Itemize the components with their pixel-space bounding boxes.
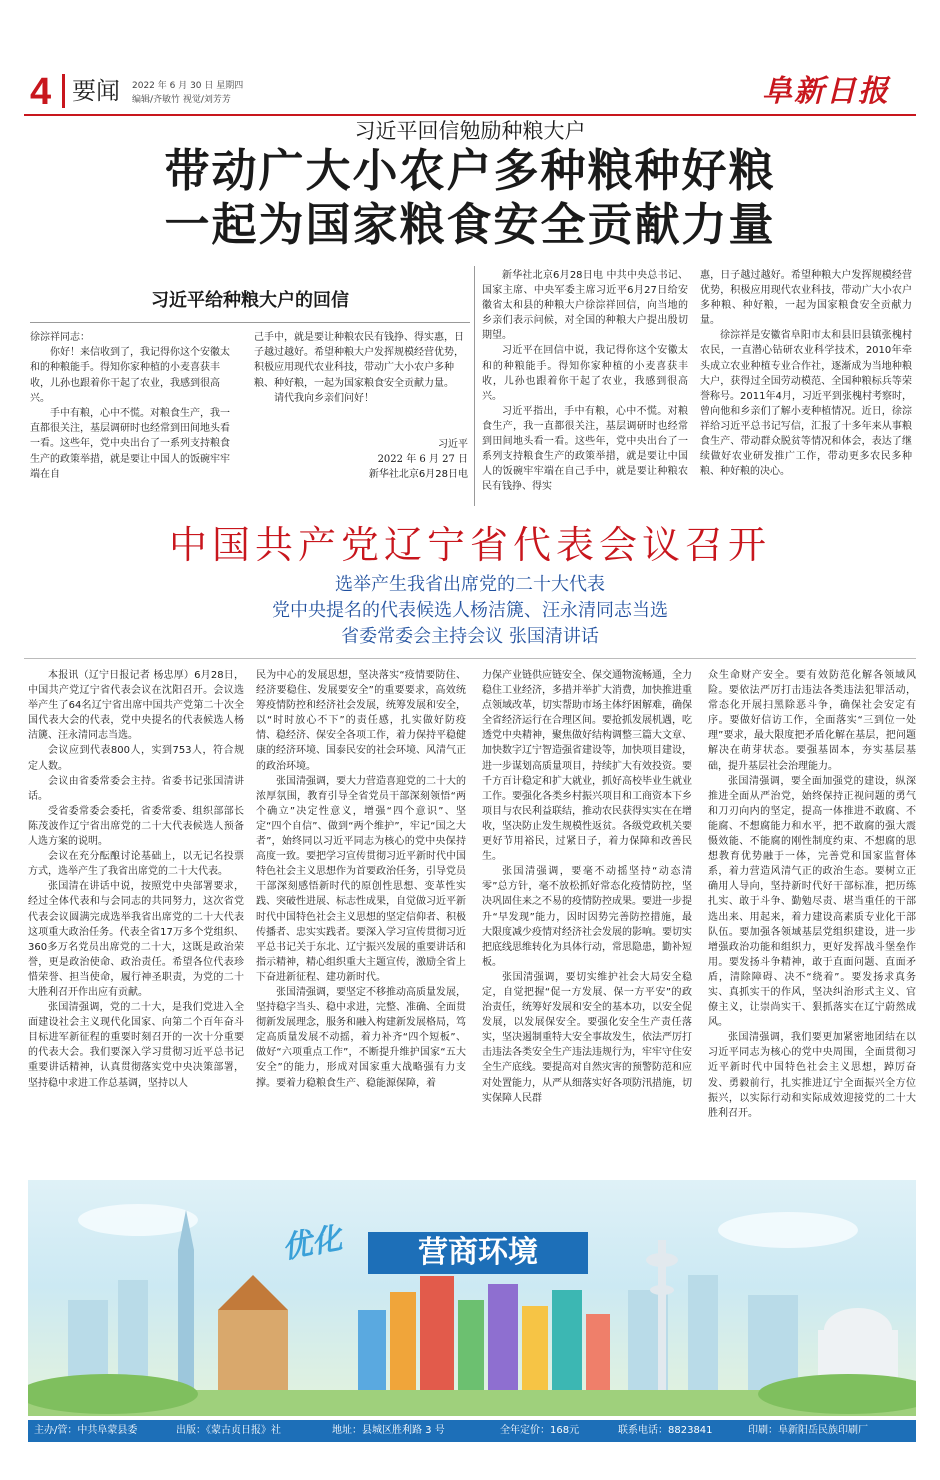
city-skyline-illustration xyxy=(28,1180,916,1416)
footer-host: 主办/管：中共阜蒙县委 xyxy=(34,1425,138,1436)
footer-address: 地址：县城区胜利路 3 号 xyxy=(332,1425,445,1436)
letter-column-b xyxy=(254,330,468,406)
story2-subhead-3: 省委常委会主持会议 张国清讲话 xyxy=(341,626,599,647)
page-number: 4 xyxy=(30,71,52,113)
article-paragraph: 张国清强调，要切实维护社会大局安全稳定，自觉把握“促一方发展、保一方平安”的政治责任，统筹好发展和安全的基本功，以安全促发展，以发展保安全。要强化安全生产责任落实，坚决遏制重特大安全事故发生，依法严厉打击违法各类安全生产违法违规行为，牢牢守住安全生产底线。要提高对自然灾害的预警防范和应对处置能力，从严从细落实好各项防汛措施，切实保障人民群 xyxy=(482,971,692,1104)
story1-headline-line2: 一起为国家粮食安全贡献力量 xyxy=(164,198,776,251)
letter-paragraph: 己手中，就是要让种粮农民有钱挣、得实惠，日子越过越好。希望种粮大户发挥规模经营优势，积极应用现代农业科技，带动广大小农户多种粮、种好粮，一起为国家粮食安全贡献力量。 xyxy=(254,332,464,389)
article-paragraph: 惠，日子越过越好。希望种粮大户发挥规模经营优势，积极应用现代农业科技，带动广大小农户多种粮、种好粮，一起为国家粮食安全贡献力量。 xyxy=(700,270,912,327)
article-paragraph: 习近平在回信中说，我记得你这个安徽太和的种粮能手。得知你家种植的小麦喜获丰收，儿孙也跟着你干起了农业，我感到很高兴。 xyxy=(482,345,688,402)
banner-title: 营商环境 xyxy=(368,1232,588,1274)
letter-signature: 习近平 xyxy=(438,439,468,450)
story1-column-2 xyxy=(700,268,912,479)
article-paragraph: 新华社北京6月28日电 中共中央总书记、国家主席、中央军委主席习近平6月27日给安徽省太和县的种粮大户徐淙祥回信，向当地的乡亲们表示问候，对全国的种粮大户提出殷切期望。 xyxy=(482,270,688,342)
story1-kicker: 习近平回信勉励种粮大户 xyxy=(354,119,586,143)
article-paragraph: 徐淙祥是安徽省阜阳市太和县旧县镇张槐村农民，一直潜心钻研农业科学技术，2010年牵头成立农业种植专业合作社，逐渐成为当地种粮大户，获得过全国劳动模范、全国种粮标兵等荣誉称号。2011年4月，习近平到张槐村考察时，曾向他和乡亲们了解小麦种植情况。近日，徐淙祥给习近平总书记写信，汇报了十多年来从事粮食生产、带动群众脱贫等情况和体会，表达了继续做好农业研发推广工作，带动更多农民多种粮、种好粮的决心。 xyxy=(700,330,912,478)
section-name: 要闻 xyxy=(72,77,120,105)
article-paragraph: 张国清在讲话中说，按照党中央部署要求，经过全体代表和与会同志的共同努力，这次省党代表会议圆满完成选举我省出席党的二十大代表这项重大政治任务。代表全省17万多个党组织、360多万名党员出席党的二十大，这既是政治荣誉，更是政治使命、政治责任。希望各位代表珍惜荣誉、担当使命，履行神圣职责，为党的二十大胜利召开作出应有贡献。 xyxy=(28,881,244,998)
story2-column-4 xyxy=(708,668,916,1121)
letter-source: 新华社北京6月28日电 xyxy=(368,469,468,480)
letter-title: 习近平给种粮大户的回信 xyxy=(151,290,349,311)
story2-headline: 中国共产党辽宁省代表会议召开 xyxy=(168,523,771,567)
article-paragraph: 会议在充分酝酿讨论基础上，以无记名投票方式，选举产生了我省出席党的二十大代表。 xyxy=(28,851,244,878)
article-paragraph: 张国清强调，要坚定不移推动高质量发展，坚持稳字当头、稳中求进，完整、准确、全面贯彻新发展理念，服务和融入构建新发展格局，笃定高质量发展不动摇，着力补齐“四个短板”、做好“六项重点工作”，不断提升维护国家“五大安全”的能力，形成对国家重大战略强有力支撑。要着力稳粮食生产、稳能源保障，着 xyxy=(256,986,466,1089)
masthead-logo: 阜新日报 xyxy=(762,74,890,109)
editors-line: 编辑/齐敏竹 视觉/刘芳芳 xyxy=(132,95,231,105)
footer-phone: 联系电话：8823841 xyxy=(618,1425,713,1436)
header-divider xyxy=(62,74,65,108)
article-paragraph: 众生命财产安全。要有效防范化解各领域风险。要依法严厉打击违法各类违法犯罪活动，常态化开展扫黑除恶斗争，确保社会安定有序。要做好信访工作，全面落实“三到位一处理”要求，最大限度把矛盾化解在基层，把问题解决在萌芽状态。要强基固本，夯实基层基础，提升基层社会治理能力。 xyxy=(708,670,916,772)
footer-publisher: 出版：《蒙古贞日报》社 xyxy=(176,1425,281,1436)
letter-paragraph: 手中有粮，心中不慌。对粮食生产，我一直都很关注，基层调研时也经常到田间地头看一看。这些年，党中央出台了一系列支持粮食生产的政策举措，就是要让中国人的饭碗牢牢端在自 xyxy=(30,408,230,480)
footer-price: 全年定价：168元 xyxy=(500,1425,580,1436)
article-paragraph: 力保产业链供应链安全、保交通物流畅通，全力稳住工业经济，多措并举扩大消费，加快推进重点领域改革，切实帮助市场主体纾困解难，确保全省经济运行在合理区间。要抢抓发展机遇，吃透党中央精神，聚焦做好结构调整三篇大文章、加快数字辽宁智造强省建设等，加快项目建设，进一步谋划高质量项目，持续扩大有效投资。要千方百计稳定和扩大就业，抓好高校毕业生就业工作。要强化各类乡村振兴项目和工商资本下乡项目与农民利益联结，推动农民获得实实在在增收，坚决防止发生规模性返贫。各级党政机关要更好节用裕民，过紧日子，着力保障和改善民生。 xyxy=(482,670,692,863)
letter-column-a xyxy=(30,330,234,482)
article-paragraph: 张国清强调，要毫不动摇坚持“动态清零”总方针，毫不放松抓好常态化疫情防控，坚决巩固住来之不易的疫情防控成果。要进一步提升“早发现”能力，因时因势完善防控措施，最大限度减少疫情对经济社会发展的影响。要切实把底线思维转化为具体行动，常思隐患，勤补短板。 xyxy=(482,866,692,968)
letter-salutation: 徐淙祥同志： xyxy=(30,332,90,343)
story2-subhead-2: 党中央提名的代表候选人杨洁篪、汪永清同志当选 xyxy=(272,600,668,621)
article-paragraph: 本报讯（辽宁日报记者 杨忠厚）6月28日，中国共产党辽宁省代表会议在沈阳召开。会议选举产生了64名辽宁省出席中国共产党第二十次全国代表大会的代表，党中央提名的代表候选人杨洁篪、汪永清同志当选。 xyxy=(28,670,244,742)
article-paragraph: 会议应到代表800人，实到753人，符合规定人数。 xyxy=(28,745,244,772)
letter-rule xyxy=(30,322,470,323)
article-paragraph: 会议由省委常委会主持。省委书记张国清讲话。 xyxy=(28,775,244,802)
issue-date: 2022 年 6 月 30 日 星期四 xyxy=(132,81,244,91)
story2-column-3 xyxy=(482,668,692,1106)
column-divider xyxy=(474,266,475,506)
story2-subhead-1: 选举产生我省出席党的二十大代表 xyxy=(335,574,605,595)
story1-column-1 xyxy=(482,268,688,494)
letter-paragraph: 请代我向乡亲们问好！ xyxy=(274,392,374,404)
story2-column-1 xyxy=(28,668,244,1091)
article-paragraph: 张国清强调，党的二十大，是我们党进入全面建设社会主义现代化国家、向第二个百年奋斗目标进军新征程的重要时刻召开的一次十分重要的代表大会。我们要深入学习贯彻习近平总书记重要讲话精神，认真贯彻落实党中央决策部署，坚持稳中求进工作总基调，坚持以人 xyxy=(28,1002,244,1089)
letter-date: 2022 年 6 月 27 日 xyxy=(377,454,468,465)
article-paragraph: 民为中心的发展思想，坚决落实“疫情要防住、经济要稳住、发展要安全”的重要要求，高效统筹疫情防控和经济社会发展，统筹发展和安全，以“时时放心不下”的责任感，扎实做好防疫情、稳经济、保安全各项工作，着力保持平稳健康的经济环境、国泰民安的社会环境、风清气正的政治环境。 xyxy=(256,670,466,772)
article-paragraph: 张国清强调，我们要更加紧密地团结在以习近平同志为核心的党中央周围，全面贯彻习近平新时代中国特色社会主义思想，踔厉奋发、勇毅前行，扎实推进辽宁全面振兴全方位振兴，以实际行动和实际成效迎接党的二十大胜利召开。 xyxy=(708,1032,916,1119)
article-paragraph: 受省委常委会委托，省委常委、组织部部长陈茂波作辽宁省出席党的二十大代表候选人预备人选方案的说明。 xyxy=(28,805,244,848)
article-paragraph: 习近平指出，手中有粮，心中不慌。对粮食生产，我一直都很关注，基层调研时也经常到田间地头看一看。这些年，党中央出台了一系列支持粮食生产的政策举措，就是要让中国人的饭碗牢牢端在自己手中，就是要让种粮农民有钱挣、得实 xyxy=(482,405,688,493)
banner-logo-text: 优化 xyxy=(279,1221,345,1266)
story2-column-2 xyxy=(256,668,466,1091)
header-rule xyxy=(24,114,916,116)
letter-paragraph: 你好！来信收到了，我记得你这个安徽太和的种粮能手。得知你家种植的小麦喜获丰收，儿孙也跟着你干起了农业，我感到很高兴。 xyxy=(30,347,230,404)
footer-printer: 印刷：阜新阳岳民族印刷厂 xyxy=(748,1425,868,1436)
business-environment-banner xyxy=(28,1180,916,1416)
story1-headline-line1: 带动广大小农户多种粮种好粮 xyxy=(164,144,776,197)
article-paragraph: 张国清强调，要全面加强党的建设，纵深推进全面从严治党，始终保持正视问题的勇气和刀刃向内的坚定，提高一体推进不敢腐、不能腐、不想腐能力和水平，把不敢腐的强大震慑效能、不能腐的刚性制度约束、不想腐的思想教育优势融于一体，完善党和国家监督体系，着力营造风清气正的政治生态。要树立正确用人导向，坚持新时代好干部标准，把历练扎实、敢于斗争、勤勉尽责、堪当重任的干部选出来、用起来，着力建设高素质专业化干部队伍。要加强各领域基层党组织建设，进一步增强政治功能和组织力，更好发挥战斗堡垒作用。要发扬斗争精神，敢于直面问题、直面矛盾，清除障碍、决不“绕着”。要发扬求真务实、真抓实干的作风，坚决纠治形式主义、官僚主义，让崇尚实干、狠抓落实在辽宁蔚然成风。 xyxy=(708,775,916,1029)
article-paragraph: 张国清强调，要大力营造喜迎党的二十大的浓厚氛围，教育引导全省党员干部深刻领悟“两个确立”决定性意义，增强“四个意识”、坚定“四个自信”、做到“两个维护”，牢记“国之大者”，始终同以习近平同志为核心的党中央保持高度一致。要把学习宣传贯彻习近平新时代中国特色社会主义思想作为首要政治任务，引导党员干部深刻感悟新时代的原创性思想、变革性实践、突破性进展、标志性成果，自觉做习近平新时代中国特色社会主义思想的坚定信仰者、积极传播者、忠实实践者。要深入学习宣传贯彻习近平总书记关于东北、辽宁振兴发展的重要讲话和指示精神，精心组织重大主题宣传，激励全省上下奋进新征程、建功新时代。 xyxy=(256,775,466,983)
story2-rule xyxy=(24,658,916,659)
